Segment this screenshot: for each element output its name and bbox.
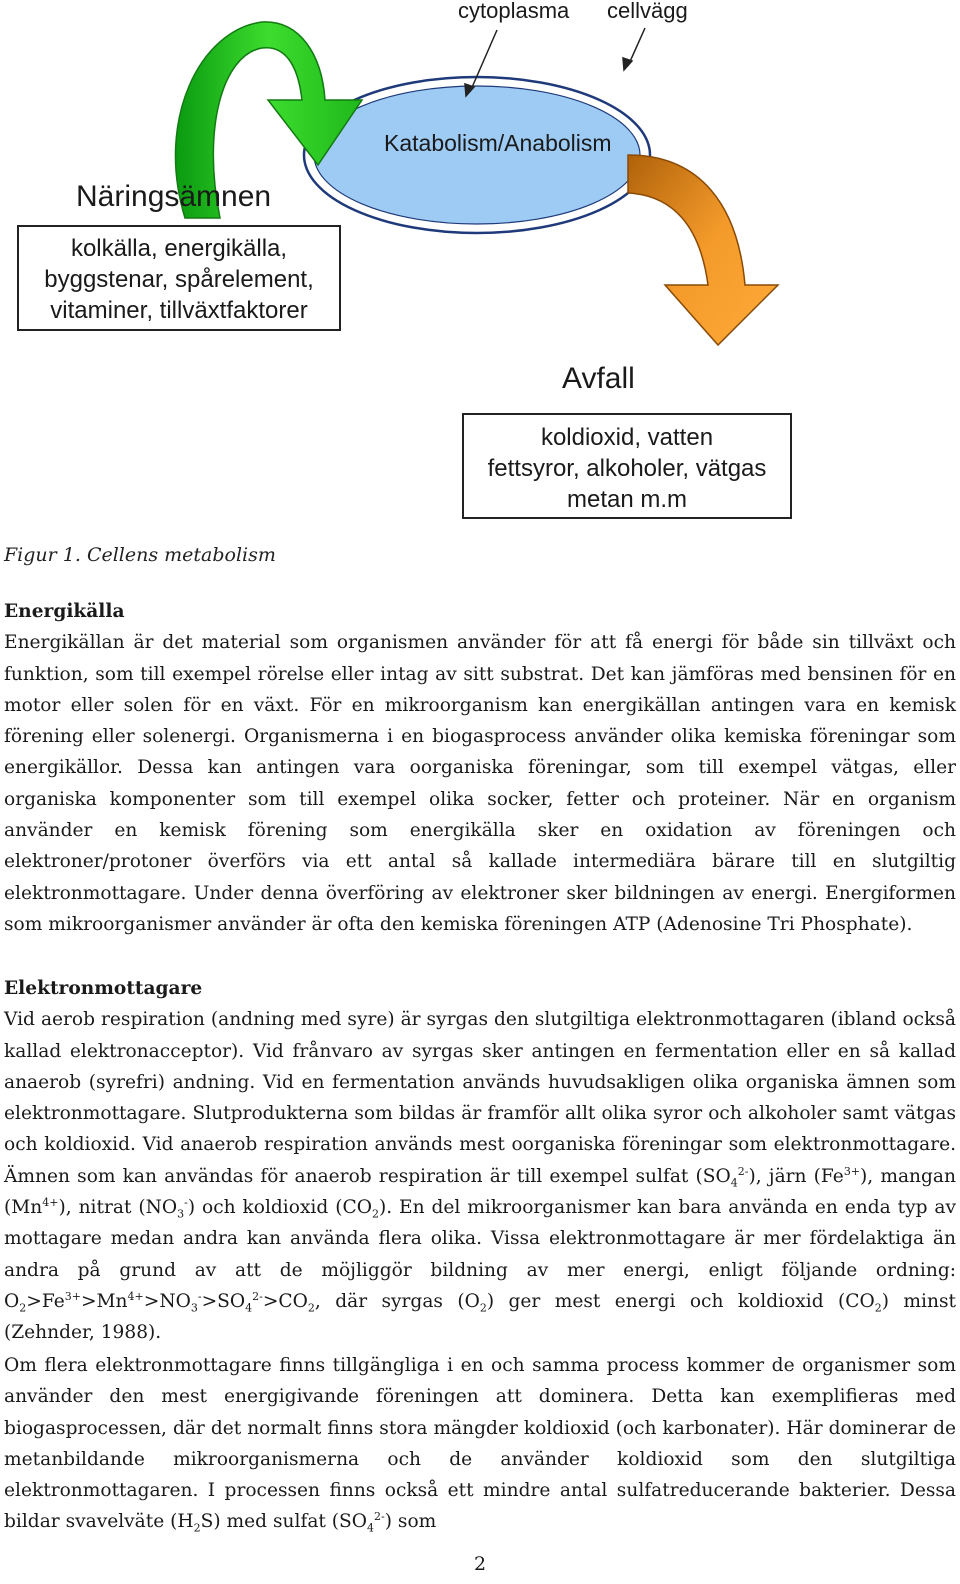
cellvagg-label: cellvägg <box>607 0 688 23</box>
formula-fe: $Fe^{3+}$ <box>820 1164 861 1187</box>
nutrients-box <box>17 225 341 331</box>
page-number: 2 <box>473 1553 487 1575</box>
formula-mn: $Mn^{4+}$ <box>11 1195 59 1219</box>
paragraph: Vid aerob respiration (andning med syre) är syrgas den slutgiltiga elektronmottagaren (ibland också kallad elektronacceptor). Vid frånvaro av syrgas sker antingen en fermentation eller en så kallad anaerob (syrefri) andning. Vid en fermentation används huvudsakligen olika organiska ämnen som elektronmottagare. Slutprodukterna som bildas är framför allt olika syror och alkoholer samt vätgas och koldioxid. Vid anaerob respiration används mest oorganiska föreningar som elektronmottagare. Ämnen som kan användas för anaerob respiration är till exempel sulfat $(SO_4^{2-})$, järn $(Fe^{3+})$, mangan $(Mn^{4+})$, nitrat $(NO_3^-)$ och koldioxid $(CO_2)$. En del mikroorganismer kan bara använda en enda typ av mottagare medan andra kan använda flera olika. Vissa elektronmottagare är mer fördelaktiga än andra på grund av att de möjliggör bildning av mer energi, enligt följande ordning: $O_2>Fe^{3+}>Mn^{4+}>NO_3^->SO_4^{2-}>CO_2$, där syrgas $(O_2)$ ger mest energi och koldioxid $(CO_2)$ minst (Zehnder, 1988). <box>4 1009 956 1344</box>
waste-title: Avfall <box>562 362 635 395</box>
waste-line: koldioxid, vatten <box>540 424 714 451</box>
cytoplasma-label: cytoplasma <box>458 0 570 23</box>
paragraph: Om flera elektronmottagare finns tillgängliga i en och samma process kommer de organismer som använder den mest energigivande föreningen att dominera. Detta kan exemplifieras med biogasprocessen, där det normalt finns stora mängder koldioxid (och karbonater). Här dominerar de metanbildande mikroorganismerna och de använder koldioxid som den slutgiltiga elektronmottagaren. I processen finns också ett mindre antal sulfatreducerande bakterier. Dessa bildar svavelväte $(H_2S)$ med sulfat $(SO_4^{2-})$ som <box>4 1355 956 1536</box>
nutrients-line: vitaminer, tillväxtfaktorer <box>50 297 308 324</box>
nutrients-title: Näringsämnen <box>76 180 272 213</box>
metabolism-figure <box>0 0 960 540</box>
nutrients-line: kolkälla, energikälla, <box>70 235 288 262</box>
waste-line: metan m.m <box>566 486 688 513</box>
formula-no3: $NO_3^-$ <box>145 1195 188 1221</box>
acceptor-order: $O_2>Fe^{3+}>Mn^{4+}>NO_3^->SO_4^{2-}>CO_2$ <box>4 1289 315 1315</box>
section-heading: Energikälla <box>4 601 125 622</box>
figure-caption: Figur 1. Cellens metabolism <box>4 544 276 566</box>
cell-process-label: Katabolism/Anabolism <box>384 130 612 156</box>
nutrients-line: byggstenar, spårelement, <box>44 266 314 293</box>
waste-line: fettsyror, alkoholer, vätgas <box>487 455 767 482</box>
formula-co2: $CO_2$ <box>342 1197 379 1221</box>
orange-arrow-icon <box>628 155 778 345</box>
section-elektronmottagare <box>4 973 956 1349</box>
section-energikalla <box>4 596 956 940</box>
section-heading: Elektronmottagare <box>4 978 203 999</box>
paragraph: Energikällan är det material som organismen använder för att få energi för både sin tillväxt och funktion, som till exempel rörelse eller intag av sitt substrat. Det kan jämföras med bensinen för en motor eller solen för en växt. För en mikroorganism kan energikällan antingen vara en kemisk förening eller solenergi. Organismerna i en biogasprocess använder olika kemiska föreningar som energikällor. Dessa kan antingen vara oorganiska föreningar, som till exempel vätgas, eller organiska komponenter som till exempel olika socker, fetter och proteiner. När en organism använder en kemisk förening som energikälla sker en oxidation av föreningen och elektroner/protoner överförs via ett antal så kallade intermediära bärare till en slutgiltig elektronmottagare. Under denna överföring av elektroner sker bildningen av energi. Energiformen som mikroorganismer använder är ofta den kemiska föreningen ATP (Adenosine Tri Phosphate). <box>4 632 956 935</box>
section-elektronmottagare-p2 <box>4 1350 956 1538</box>
formula-so4: $SO_4^{2-}$ <box>702 1164 749 1190</box>
waste-box <box>462 413 792 519</box>
